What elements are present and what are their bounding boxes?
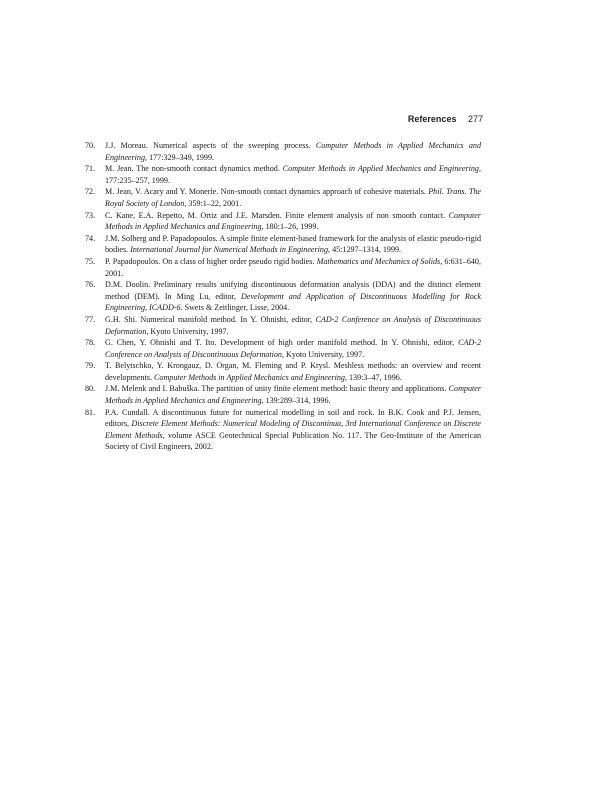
reference-item — [85, 337, 481, 360]
reference-number: 71. — [85, 164, 96, 174]
reference-item — [85, 256, 481, 279]
reference-source-italic: Computer Methods in Applied Mechanics and Engineering — [105, 384, 481, 406]
reference-text: , 359:1–22, 2001. — [184, 198, 242, 208]
reference-text: , 177:235–257, 1999. — [105, 164, 481, 185]
reference-text: , 139:3–47, 1996. — [344, 372, 402, 382]
reference-item — [85, 140, 481, 163]
reference-source-italic: Computer Methods in Applied Mechanics and Engineering — [282, 164, 479, 174]
reference-text: T. Belytschko, Y. Krongauz, D. Organ, M. Fleming and P. Krysl. Meshless methods: an overview and recent developments. — [105, 361, 481, 382]
reference-text: . Swets & Zeitlinger, Lisse, 2004. — [180, 303, 290, 313]
reference-number: 80. — [85, 384, 96, 394]
reference-number: 76. — [85, 280, 96, 290]
reference-text: , 6:631–640, 2001. — [105, 256, 482, 278]
reference-item — [85, 407, 481, 453]
reference-text: , 139:289–314, 1996. — [261, 396, 331, 406]
running-head — [408, 114, 483, 124]
reference-number: 74. — [85, 233, 96, 243]
reference-text: G. Chen, Y. Ohnishi and T. Ito. Development of high order manifold method. In Y. Ohnishi, editor, — [105, 338, 459, 348]
reference-text: P.A. Cundall. A discontinuous future for numerical modelling in soil and rock. In B.K. Cook and P.J. Jensen, editors, — [105, 407, 481, 429]
reference-text: , 180:1–26, 1999. — [261, 222, 319, 232]
reference-number: 75. — [85, 256, 96, 266]
reference-text: J.J. Moreau. Numerical aspects of the sweeping process. — [105, 141, 316, 150]
reference-text: C. Kane, E.A. Repetto, M. Ortiz and J.E. Marsden. Finite element analysis of non smooth contact. — [105, 210, 449, 220]
reference-item — [85, 314, 481, 337]
reference-source-italic: Discrete Element Methods: Numerical Modeling of Discontinua, 3rd International Conference on Discrete Element Methods — [105, 419, 481, 440]
reference-item — [85, 383, 481, 406]
reference-item — [85, 210, 481, 233]
reference-number: 77. — [85, 314, 96, 324]
reference-text: J.M. Melenk and I. Babuška. The partition of unity finite element method: basic theory and applications. — [105, 384, 449, 394]
reference-text: J.M. Solberg and P. Papadopoulos. A simple finite element-based framework for the analysis of elastic pseudo-rigid bodies. — [105, 233, 481, 255]
reference-source-italic: Computer Methods in Applied Mechanics and Engineering — [154, 372, 345, 382]
reference-number: 78. — [85, 338, 96, 348]
reference-list — [85, 140, 481, 453]
reference-source-italic: Mathematics and Mechanics of Solids — [316, 256, 441, 266]
reference-source-italic: Computer Methods in Applied Mechanics and Engineering — [105, 141, 481, 162]
reference-text: M. Jean, V. Acary and Y. Monerie. Non-smooth contact dynamics approach of cohesive materials. — [105, 187, 429, 197]
page-number: 277 — [467, 114, 483, 124]
reference-number: 72. — [85, 187, 96, 197]
reference-source-italic: Development and Application of Discontinuous Modelling for Rock Engineering, ICADD-6 — [105, 291, 481, 313]
reference-source-italic: CAD-2 Conference on Analysis of Discontinuous Deformation — [105, 314, 481, 336]
reference-number: 79. — [85, 361, 96, 371]
reference-source-italic: Computer Methods in Applied Mechanics and Engineering — [105, 210, 481, 232]
reference-number: 73. — [85, 210, 96, 220]
reference-text: , 177:329–349, 1999. — [145, 152, 215, 162]
reference-text: P. Papadopoulos. On a class of higher order pseudo rigid bodies. — [105, 256, 317, 266]
reference-number: 81. — [85, 407, 96, 417]
reference-text: D.M. Doolin. Preliminary results unifying discontinuous deformation analysis (DDA) and the distinct element method (DEM). In Ming Lu, editor, — [105, 280, 481, 301]
reference-text: M. Jean. The non-smooth contact dynamics method. — [105, 164, 283, 174]
reference-text: , 45:1297–1314, 1999. — [328, 245, 402, 255]
reference-number: 70. — [85, 141, 96, 150]
reference-source-italic: CAD-2 Conference on Analysis of Discontinuous Deformation — [105, 338, 481, 359]
reference-text: G.H. Shi. Numerical manifold method. In Y. Ohnishi, editor, — [105, 314, 316, 324]
reference-item — [85, 163, 481, 186]
reference-item — [85, 233, 481, 256]
reference-item — [85, 279, 481, 314]
running-head-title: References — [407, 114, 457, 124]
reference-text: , Kyoto University, 1997. — [281, 349, 365, 359]
reference-text: , volume ASCE Geotechnical Special Publication No. 117. The Geo-Institute of the American Society of Civil Engineers, 2002. — [105, 430, 481, 452]
reference-item — [85, 186, 481, 209]
reference-text: , Kyoto University, 1997. — [146, 326, 229, 336]
reference-source-italic: International Journal for Numerical Methods in Engineering — [130, 245, 329, 255]
reference-item — [85, 360, 481, 383]
reference-source-italic: Phil. Trans. The Royal Society of London — [105, 187, 482, 208]
